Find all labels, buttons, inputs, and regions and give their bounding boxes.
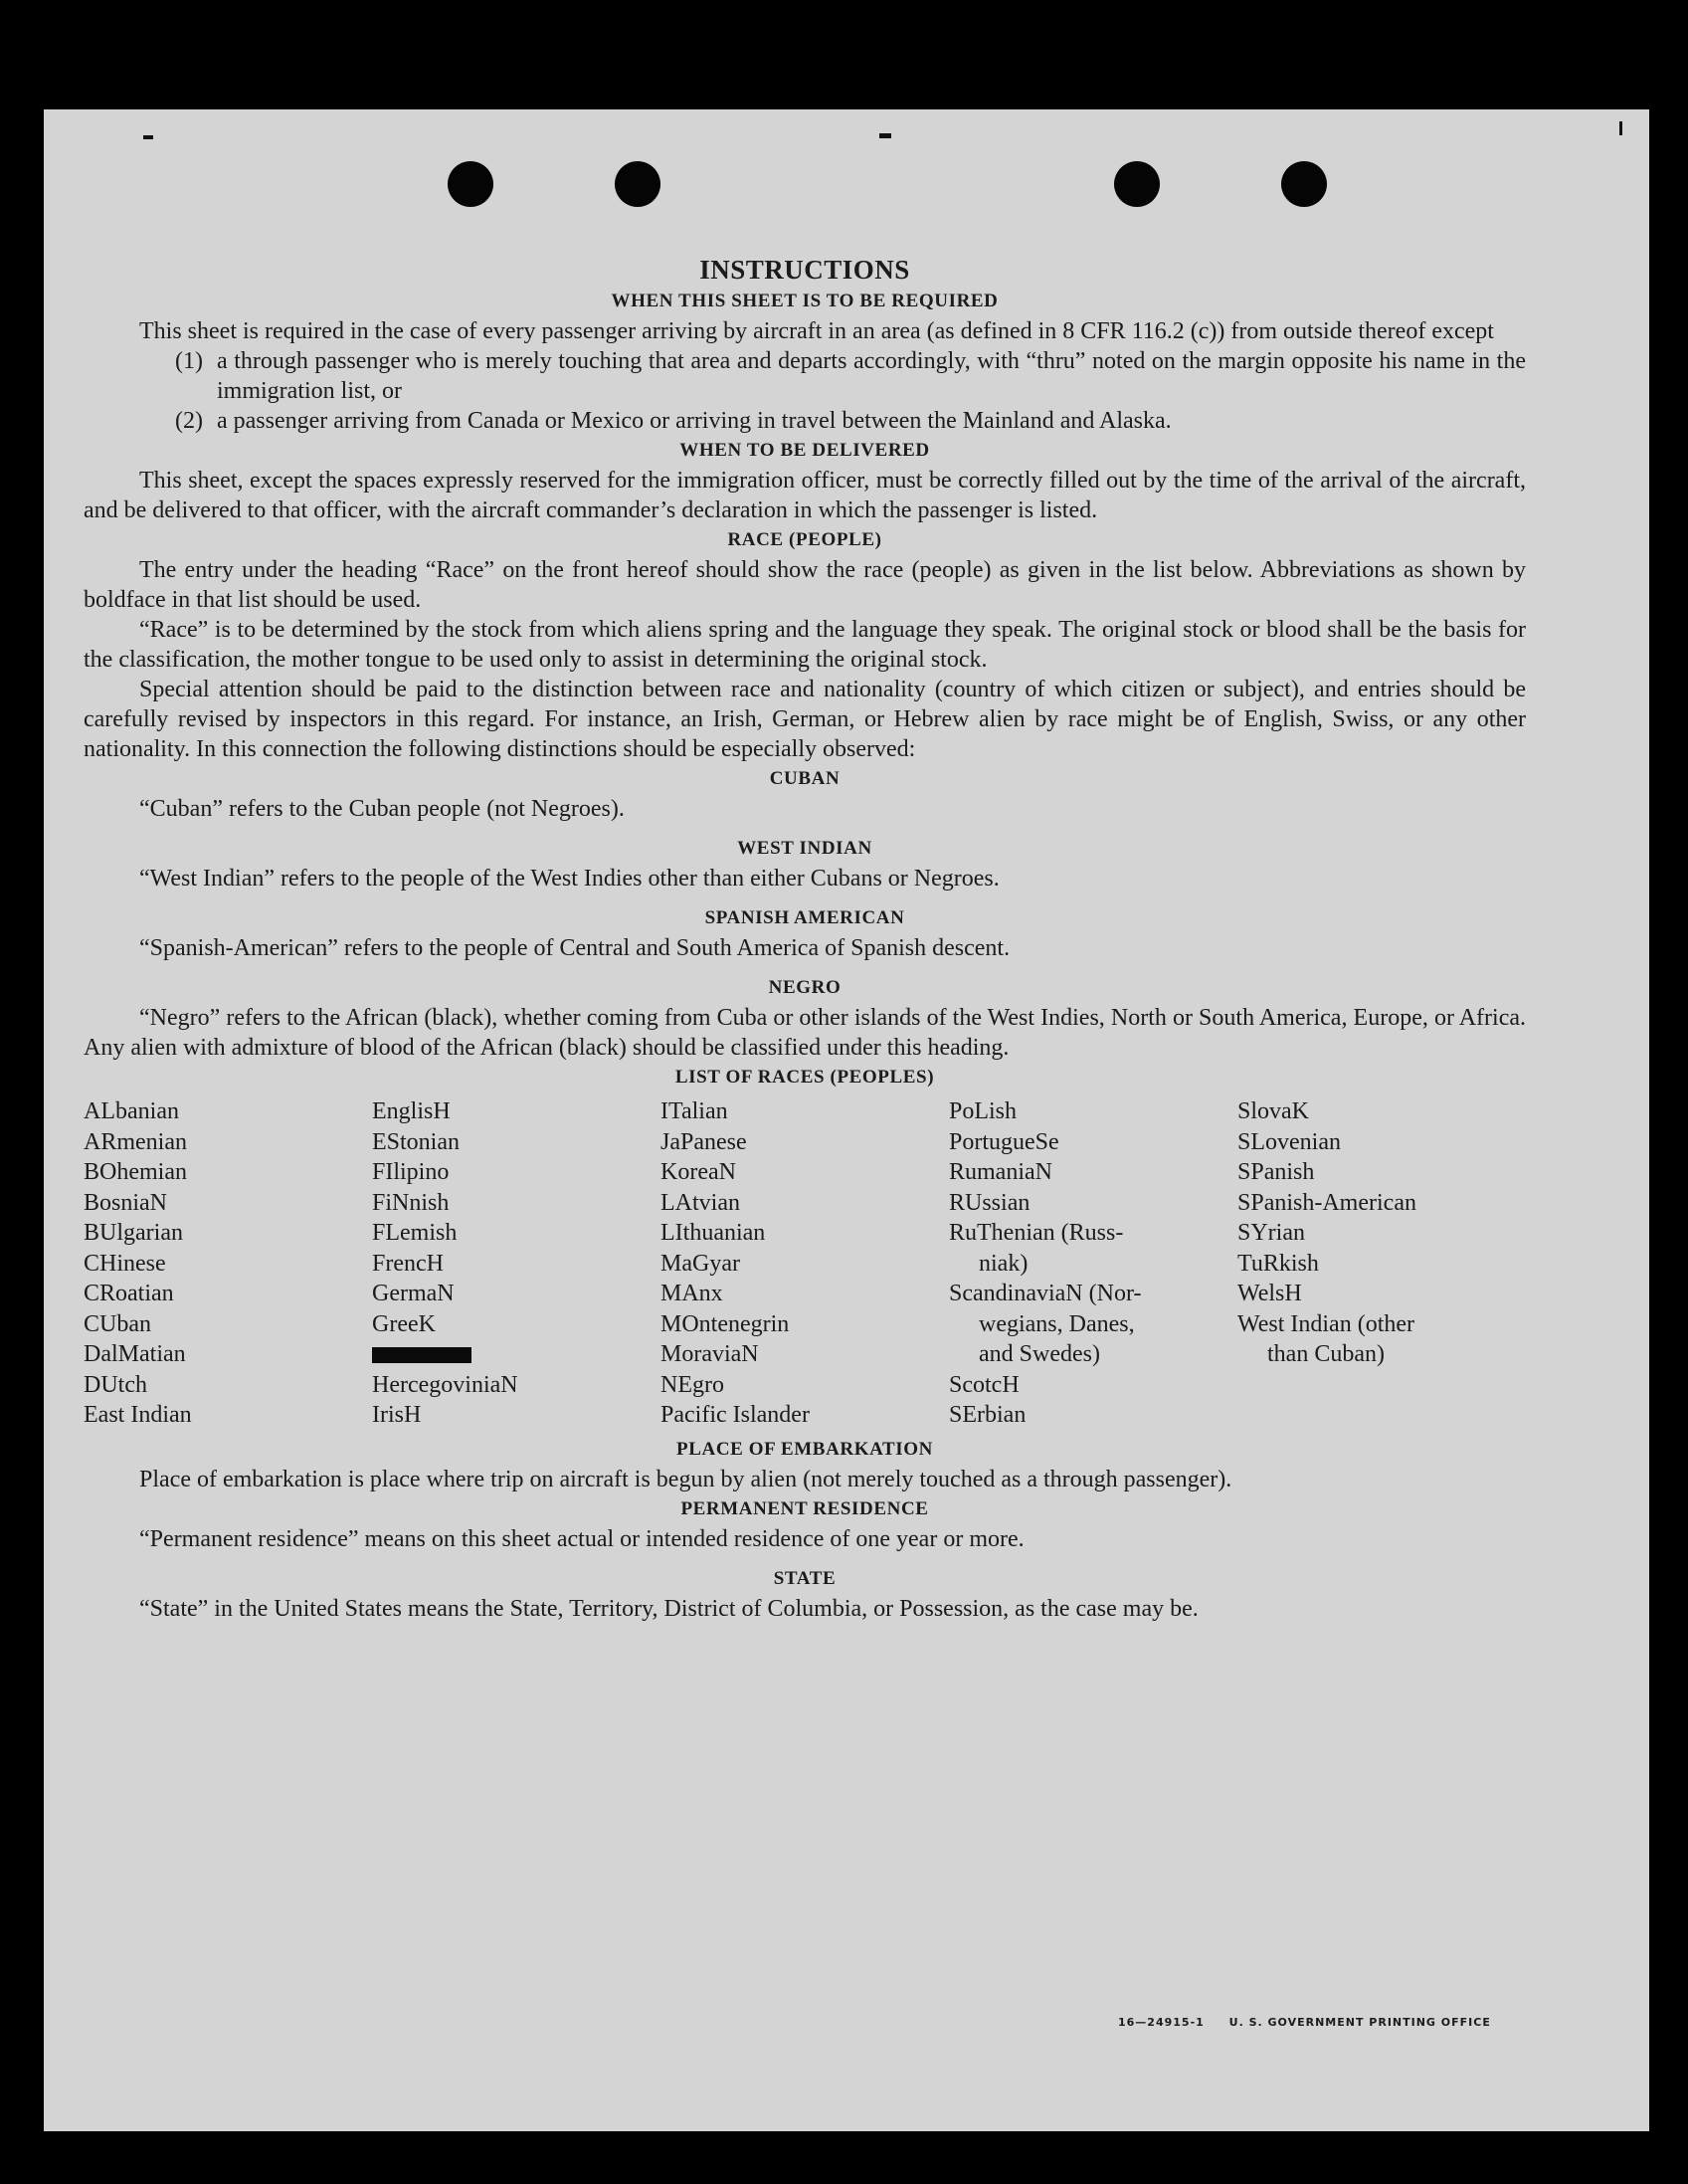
race-item: SPanish (1237, 1159, 1315, 1185)
instructions-content (84, 255, 1526, 1624)
race-item: DUtch (84, 1371, 147, 1398)
race-item: TuRkish (1237, 1250, 1319, 1277)
race-item: CHinese (84, 1250, 166, 1277)
race-item: FLemish (372, 1220, 458, 1246)
race-item: HercegoviniaN (372, 1371, 518, 1398)
race-item: SlovaK (1237, 1098, 1309, 1124)
race-item: BUlgarian (84, 1220, 183, 1246)
race-item: SYrian (1237, 1220, 1305, 1246)
heading-state: STATE (773, 1567, 837, 1589)
race-item: and Swedes) (979, 1341, 1100, 1367)
race-item: DalMatian (84, 1341, 186, 1367)
race-item: niak) (979, 1250, 1029, 1277)
race-item: RuThenian (Russ- (949, 1220, 1124, 1246)
race-item: EnglisH (372, 1098, 451, 1124)
punch-hole (615, 161, 660, 207)
race-item: GreeK (372, 1310, 436, 1337)
race-item: FrencH (372, 1250, 444, 1277)
item-number: (2) (175, 408, 203, 434)
race-item: MAnx (660, 1281, 723, 1306)
speck (1619, 121, 1622, 135)
race-item: MaGyar (660, 1250, 740, 1277)
races-column-2 (372, 1096, 660, 1431)
race-item: ALbanian (84, 1098, 179, 1124)
race-item: WelsH (1237, 1281, 1302, 1306)
item-number: (1) (175, 348, 203, 374)
heading-embarkation: PLACE OF EMBARKATION (676, 1438, 933, 1460)
item-text: a through passenger who is merely touching that area and departs accordingly, with “thru” noted on the margin opposite his name in the immigration list, or (217, 348, 1526, 404)
race-item: PoLish (949, 1098, 1018, 1124)
race-item: IrisH (372, 1402, 422, 1428)
race-item: wegians, Danes, (979, 1310, 1135, 1337)
race-item: NEgro (660, 1371, 724, 1398)
races-column-4 (949, 1096, 1237, 1431)
race-item: PortugueSe (949, 1128, 1059, 1155)
race-item: SPanish-American (1237, 1189, 1416, 1216)
document-sheet (44, 109, 1649, 2131)
embarkation-text: Place of embarkation is place where trip on aircraft is begun by alien (not merely touched as a through passenger). (139, 1466, 1232, 1492)
race-item: CRoatian (84, 1281, 174, 1306)
speck (143, 135, 153, 139)
race-item: Pacific Islander (660, 1402, 810, 1428)
races-column-3 (660, 1096, 949, 1431)
race-item: ScotcH (949, 1371, 1020, 1398)
form-number: 16—24915-1 (1118, 2016, 1205, 2029)
race-item: than Cuban) (1267, 1341, 1385, 1367)
heading-when-delivered: WHEN TO BE DELIVERED (679, 440, 930, 461)
negro-text: “Negro” refers to the African (black), whether coming from Cuba or other islands of the West Indies, North or South America, Europe, or Africa. Any alien with admixture of blood of the African (black) should be classified under this heading. (84, 1005, 1526, 1061)
races-list (84, 1096, 1526, 1431)
race-item: RumaniaN (949, 1159, 1052, 1185)
race-item: MoraviaN (660, 1341, 759, 1367)
punch-hole (1281, 161, 1327, 207)
races-column-1 (84, 1096, 372, 1431)
residence-text: “Permanent residence” means on this sheet actual or intended residence of one year or more. (139, 1525, 1025, 1552)
redaction-mark (372, 1347, 471, 1363)
printer-imprint: U. S. GOVERNMENT PRINTING OFFICE (1228, 2016, 1491, 2029)
list-item (84, 406, 1526, 436)
state-text: “State” in the United States means the State, Territory, District of Columbia, or Possession, as the case may be. (139, 1595, 1199, 1622)
heading-when-required: WHEN THIS SHEET IS TO BE REQUIRED (611, 291, 999, 311)
race-item: SErbian (949, 1402, 1027, 1428)
race-item: FIlipino (372, 1159, 450, 1185)
race-item: JaPanese (660, 1128, 747, 1155)
west-indian-text: “West Indian” refers to the people of the West Indies other than either Cubans or Negroes. (139, 866, 1000, 892)
race-item: CUban (84, 1310, 151, 1337)
race-item: FiNnish (372, 1189, 450, 1216)
required-intro: This sheet is required in the case of every passenger arriving by aircraft in an area (as defined in 8 CFR 116.2 (c)) from outside thereof except (139, 318, 1494, 344)
heading-list-of-races: LIST OF RACES (PEOPLES) (674, 1067, 935, 1088)
page-title: INSTRUCTIONS (699, 255, 910, 285)
speck (879, 133, 891, 138)
race-item: ITalian (660, 1098, 728, 1124)
race-item: SLovenian (1237, 1128, 1341, 1155)
footer-imprint (1118, 2016, 1511, 2029)
race-item-redacted (372, 1339, 660, 1370)
item-text: a passenger arriving from Canada or Mexico or arriving in travel between the Mainland and Alaska. (217, 408, 1172, 434)
race-item: EStonian (372, 1128, 460, 1155)
race-item: GermaN (372, 1281, 455, 1306)
race-item: ARmenian (84, 1128, 187, 1155)
race-paragraph-2: “Race” is to be determined by the stock from which aliens spring and the language they speak. The original stock or blood shall be the basis for the classification, the mother tongue to be used only to assist in determining the original stock. (84, 617, 1526, 673)
race-item: RUssian (949, 1189, 1031, 1216)
heading-negro: NEGRO (768, 977, 842, 998)
heading-spanish-american: SPANISH AMERICAN (704, 907, 905, 928)
race-paragraph-3: Special attention should be paid to the distinction between race and nationality (country of which citizen or subject), and entries should be carefully revised by inspectors in this regard. For instance, an Irish, German, or Hebrew alien by race might be of English, Swiss, or any other nationality. In this connection the following distinctions should be especially observed: (84, 677, 1526, 762)
races-column-5 (1237, 1096, 1526, 1431)
race-item: ScandinaviaN (Nor- (949, 1281, 1142, 1306)
race-item: West Indian (other (1237, 1310, 1415, 1337)
punch-hole (448, 161, 493, 207)
race-item: KoreaN (660, 1159, 736, 1185)
list-item (84, 346, 1526, 406)
heading-race: RACE (PEOPLE) (727, 529, 882, 550)
race-item: BosniaN (84, 1189, 167, 1216)
cuban-text: “Cuban” refers to the Cuban people (not Negroes). (139, 796, 625, 822)
race-item: MOntenegrin (660, 1310, 790, 1337)
spanish-american-text: “Spanish-American” refers to the people of Central and South America of Spanish descent. (139, 935, 1011, 961)
race-item: LAtvian (660, 1189, 740, 1216)
race-item: LIthuanian (660, 1220, 766, 1246)
heading-permanent-residence: PERMANENT RESIDENCE (680, 1497, 929, 1519)
delivered-text: This sheet, except the spaces expressly reserved for the immigration officer, must be correctly filled out by the time of the arrival of the aircraft, and be delivered to that officer, with the aircraft commander’s declaration in which the passenger is listed. (84, 468, 1526, 523)
punch-hole (1114, 161, 1160, 207)
race-paragraph-1: The entry under the heading “Race” on the front hereof should show the race (people) as given in the list below. Abbreviations as shown by boldface in that list should be used. (84, 557, 1526, 613)
race-item: East Indian (84, 1402, 192, 1428)
heading-west-indian: WEST INDIAN (737, 838, 872, 859)
heading-cuban: CUBAN (769, 768, 841, 789)
race-item: BOhemian (84, 1159, 187, 1185)
